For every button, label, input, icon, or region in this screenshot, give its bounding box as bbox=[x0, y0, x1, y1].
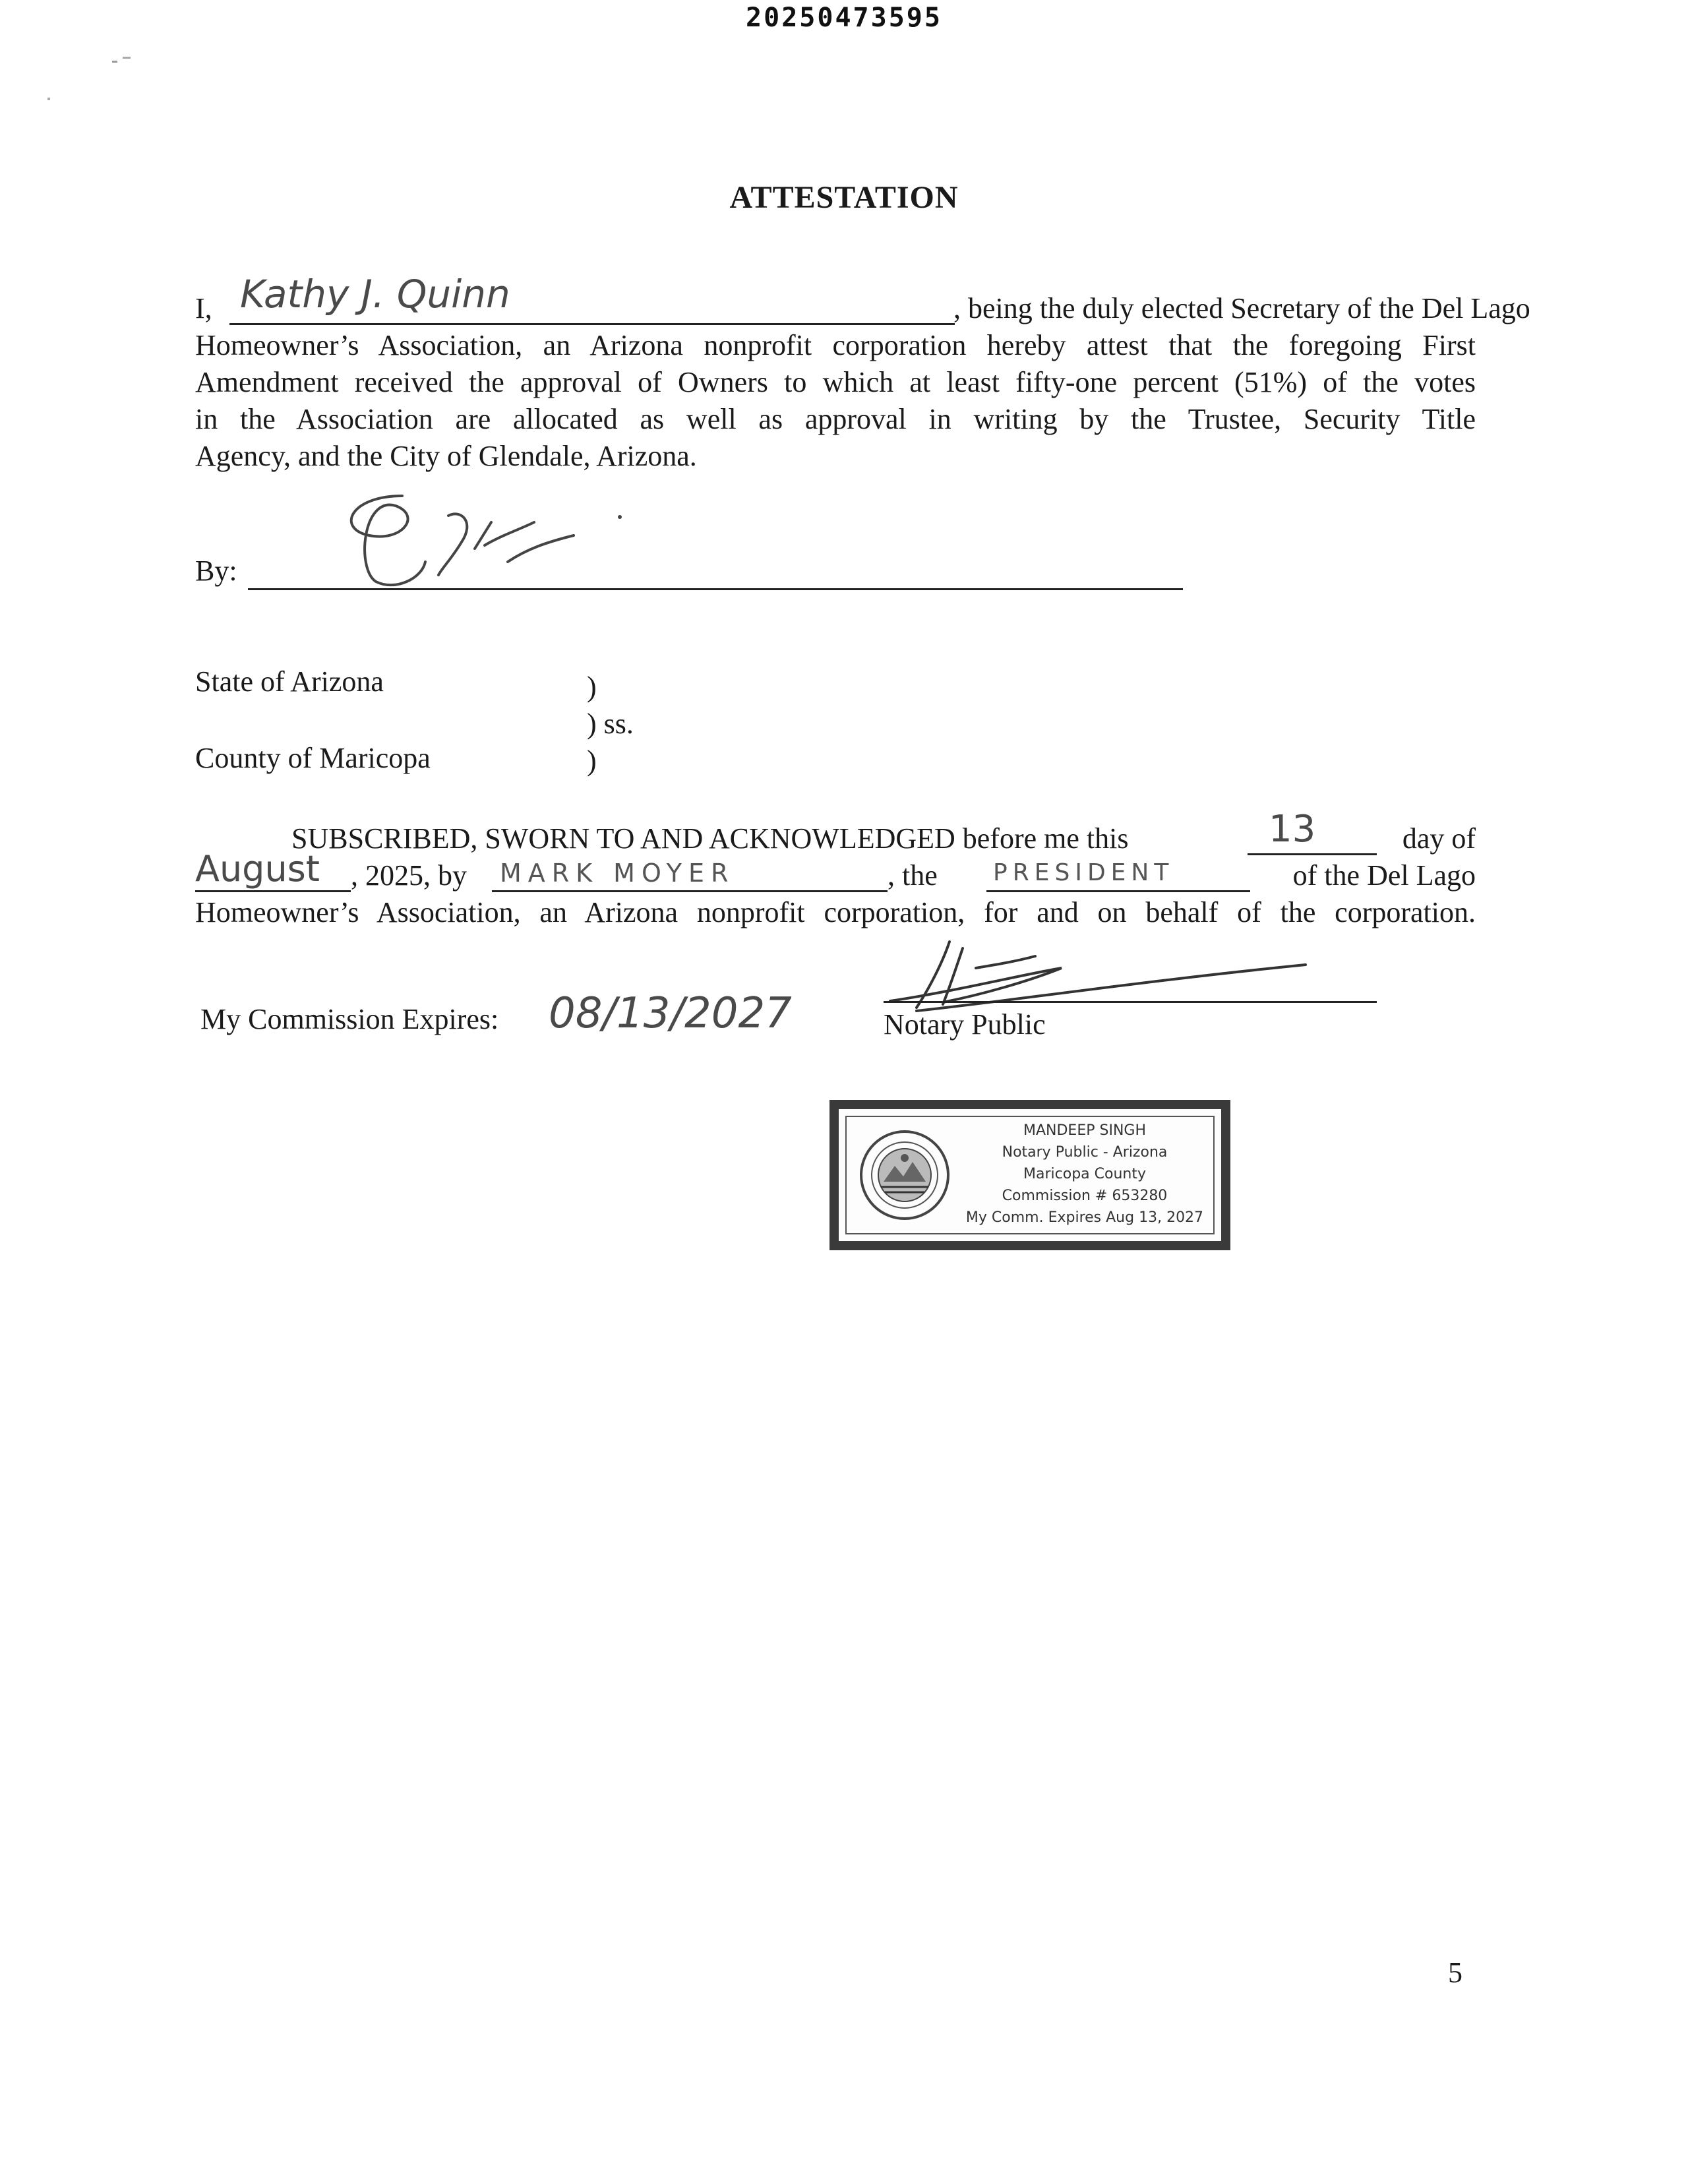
venue-paren-ss: ) ss. bbox=[587, 708, 634, 740]
commission-label: My Commission Expires: bbox=[200, 1003, 499, 1035]
month-line bbox=[195, 890, 351, 892]
venue-paren-3: ) bbox=[587, 744, 597, 777]
acknowledgment-lead: SUBSCRIBED, SWORN TO AND ACKNOWLEDGED before me this bbox=[291, 822, 1129, 855]
scan-speck bbox=[47, 98, 50, 100]
stamp-expiration: My Comm. Expires Aug 13, 2027 bbox=[965, 1209, 1204, 1226]
stamp-notary-name: MANDEEP SINGH bbox=[1023, 1122, 1146, 1139]
scan-speck bbox=[123, 57, 131, 59]
title-handwritten: PRESIDENT bbox=[993, 859, 1174, 886]
venue-county: County of Maricopa bbox=[195, 742, 431, 774]
year-by-label: , 2025, by bbox=[351, 859, 467, 892]
secretary-signature bbox=[310, 470, 653, 601]
attestation-line-4: in the Association are allocated as well as approval in writing by the Trustee, Security Title bbox=[195, 403, 1476, 435]
attestation-line-1-rest: , being the duly elected Secretary of the Del Lago bbox=[953, 292, 1530, 324]
day-line bbox=[1248, 853, 1377, 855]
the-label: , the bbox=[888, 859, 938, 892]
attestation-line-2: Homeowner’s Association, an Arizona nonprofit corporation hereby attest that the foregoing First bbox=[195, 329, 1476, 361]
stamp-county: Maricopa County bbox=[1023, 1166, 1146, 1182]
page-number: 5 bbox=[1448, 1957, 1462, 1989]
scan-speck bbox=[112, 61, 117, 63]
secretary-handwritten-name: Kathy J. Quinn bbox=[240, 272, 510, 317]
by-label: By: bbox=[195, 555, 237, 587]
title-line bbox=[986, 890, 1250, 892]
document-title: ATTESTATION bbox=[729, 180, 959, 215]
acknowledgment-line-3: Homeowner’s Association, an Arizona nonprofit corporation, for and on behalf of the corporation. bbox=[195, 896, 1476, 928]
arizona-state-seal-icon bbox=[859, 1129, 951, 1221]
attestation-line-3: Amendment received the approval of Owners to which at least fifty-one percent (51%) of the votes bbox=[195, 366, 1476, 398]
notary-stamp bbox=[829, 1100, 1230, 1250]
attestation-line-1 bbox=[195, 272, 1530, 327]
name-line bbox=[492, 890, 888, 892]
recording-number: 20250473595 bbox=[746, 3, 942, 33]
month-handwritten: August bbox=[195, 848, 320, 890]
notary-signature-line bbox=[884, 1001, 1377, 1003]
venue-state: State of Arizona bbox=[195, 665, 384, 698]
stamp-commission-number: Commission # 653280 bbox=[1002, 1188, 1168, 1204]
acknowledgment-line-1 bbox=[195, 808, 1476, 857]
day-handwritten: 13 bbox=[1269, 808, 1316, 851]
attestation-paragraph bbox=[195, 272, 1530, 475]
acknowledgment-line-2 bbox=[195, 848, 1476, 894]
of-the-del-lago: of the Del Lago bbox=[1292, 859, 1476, 892]
attestation-line-5: Agency, and the City of Glendale, Arizona. bbox=[195, 440, 697, 472]
stamp-notary-title: Notary Public - Arizona bbox=[1002, 1144, 1168, 1161]
day-of-label: day of bbox=[1402, 822, 1476, 855]
secretary-name-line bbox=[229, 323, 955, 325]
acknowledgment-paragraph bbox=[195, 808, 1476, 931]
venue-paren-1: ) bbox=[587, 671, 597, 703]
commission-date-handwritten: 08/13/2027 bbox=[549, 989, 792, 1038]
notary-public-label: Notary Public bbox=[884, 1008, 1046, 1041]
stamp-text bbox=[956, 1120, 1213, 1228]
attestation-prefix: I, bbox=[195, 292, 212, 324]
president-name-handwritten: MARK MOYER bbox=[500, 859, 735, 888]
